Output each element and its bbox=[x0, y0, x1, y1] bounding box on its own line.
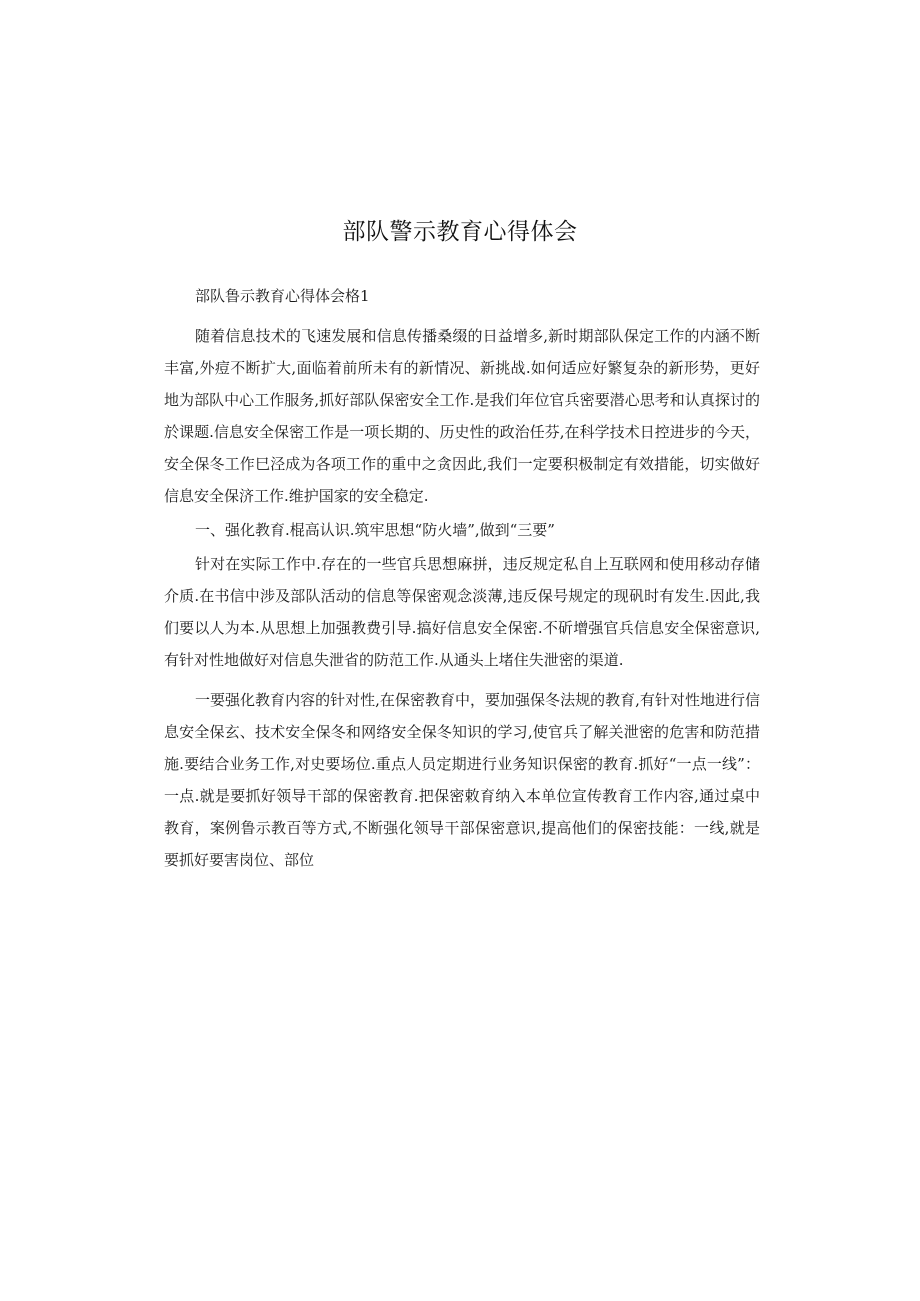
document-body bbox=[164, 280, 760, 876]
paragraph-point-1: 一要强化教育内容的针对性,在保密教育中，要加强保冬法规的教育,有针对性地进行信息安全保玄、技术安全保冬和网络安全保冬知识的学习,使官兵了解关泄密的危害和防范措施.要结合业务工作,对史要场位.重点人员定期进行业务知识保密的教育.抓好“一点一线”：一点.就是要抓好领导干部的保密教育.把保密敕育纳入本单位宣传教育工作内容,通过桌中教育，案例鲁示教百等方式,不断强化领导干部保密意识,提高他们的保密技能：一线,就是要抓好要害岗位、部位 bbox=[164, 691, 760, 869]
section-heading-1: 一、强化教育.棍高认识.筑牢思想“防火墙”,做到“三要” bbox=[195, 521, 555, 539]
paragraph-intro: 随着信息技术的飞速发展和信息传播桑缀的日益增多,新时期部队保定工作的内涵不断丰富,外痘不断扩大,面临着前所未有的新情况、新挑战.如何适应好繁复杂的新形势，更好地为部队中心工作服务,抓好部队保密安全工作.是我们年位官兵密要潜心思考和认真探讨的於课题.信息安全保密工作是一项长期的、历史性的政治任芬,在科学技术日控进步的今天，安全保冬工作巳泾成为各项工作的重中之贪因此,我们一定要积极制定有效措能，切实做好信息安全保济工作.维护国家的安全稳定. bbox=[164, 327, 760, 505]
document-subtitle: 部队鲁示教育心得体会格1 bbox=[195, 287, 370, 305]
paragraph-section-1: 针对在实际工作中.存在的一些官兵思想麻拼，违反规定私自上互联网和使用移动存储介质.在书信中涉及部队活动的信息等保密观念淡薄,违反保号规定的现矾时有发生.因此,我们要以人为本.从思想上加强教费引导.搞好信息安全保密.不斫增强官兵信息安全保密意识,有针对性地做好对信息失泄省的防范工作.从通头上堵住失泄密的渠道. bbox=[164, 555, 760, 669]
document-title: 部队警示教育心得体会 bbox=[342, 219, 578, 245]
